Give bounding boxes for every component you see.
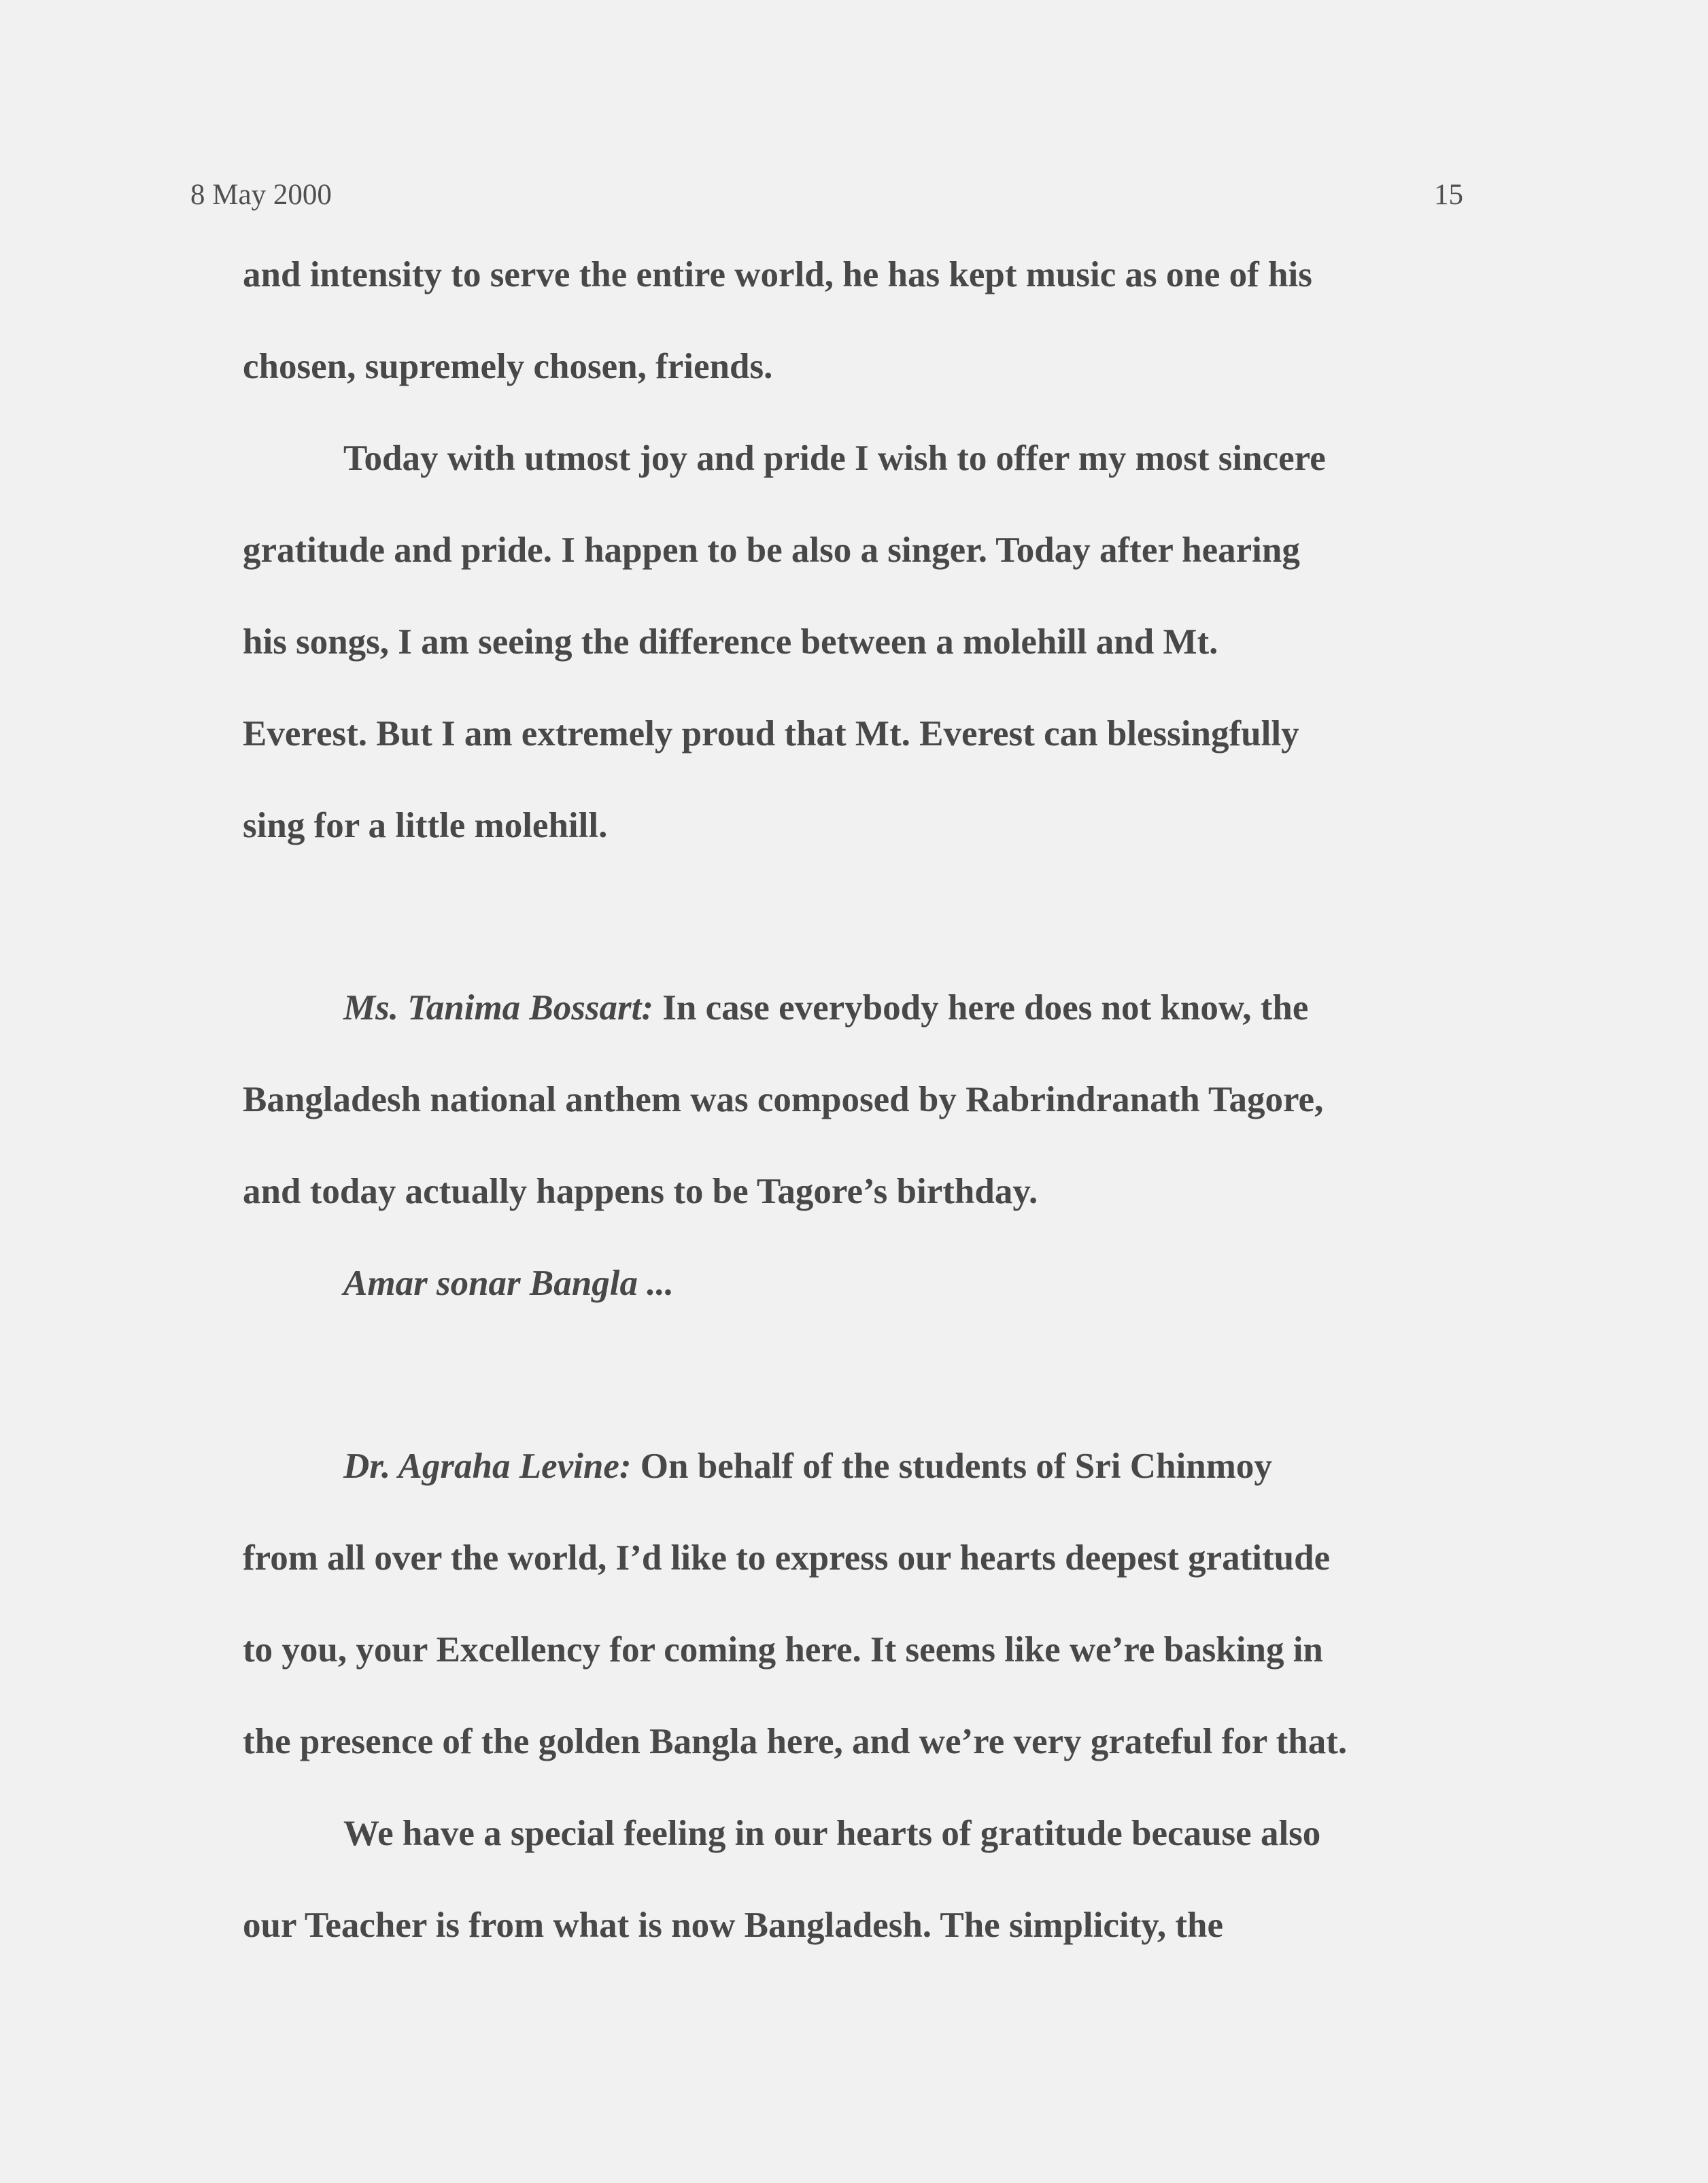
text-line: our Teacher is from what is now Bangladesh. The simplicity, the: [243, 1906, 1223, 1945]
text-line: gratitude and pride. I happen to be also a singer. Today after hearing: [243, 530, 1300, 570]
text-line: Today with utmost joy and pride I wish to offer my most sincere: [343, 439, 1326, 478]
speaker-name: Ms. Tanima Bossart:: [343, 988, 654, 1028]
song-line: [343, 1266, 674, 1302]
text-line: Everest. But I am extremely proud that Mt. Everest can blessingfully: [243, 714, 1299, 754]
speaker-line: [343, 990, 1308, 1026]
text-line: chosen, supremely chosen, friends.: [243, 347, 773, 386]
text-line: from all over the world, I’d like to express our hearts deepest gratitude: [243, 1538, 1331, 1578]
song-title: Amar sonar Bangla ...: [343, 1264, 674, 1303]
header-date: 8 May 2000: [190, 179, 332, 211]
text-line: and today actually happens to be Tagore’s birthday.: [243, 1172, 1038, 1211]
speaker-text: In case everybody here does not know, the: [653, 988, 1309, 1028]
text-line: his songs, I am seeing the difference between a molehill and Mt.: [243, 622, 1218, 662]
speaker-name: Dr. Agraha Levine:: [343, 1446, 632, 1486]
speaker-line: [343, 1446, 1272, 1486]
speaker-text: On behalf of the students of Sri Chinmoy: [631, 1446, 1272, 1486]
text-line: We have a special feeling in our hearts of gratitude because also: [343, 1814, 1321, 1853]
text-line: the presence of the golden Bangla here, and we’re very grateful for that.: [243, 1722, 1348, 1761]
text-line: Bangladesh national anthem was composed by Rabrindranath Tagore,: [243, 1080, 1324, 1119]
page-number: 15: [1434, 179, 1463, 211]
page-header: [190, 178, 1463, 219]
text-line: and intensity to serve the entire world, he has kept music as one of his: [243, 255, 1312, 294]
text-line: to you, your Excellency for coming here. It seems like we’re basking in: [243, 1630, 1323, 1670]
text-line: sing for a little molehill.: [243, 806, 608, 845]
